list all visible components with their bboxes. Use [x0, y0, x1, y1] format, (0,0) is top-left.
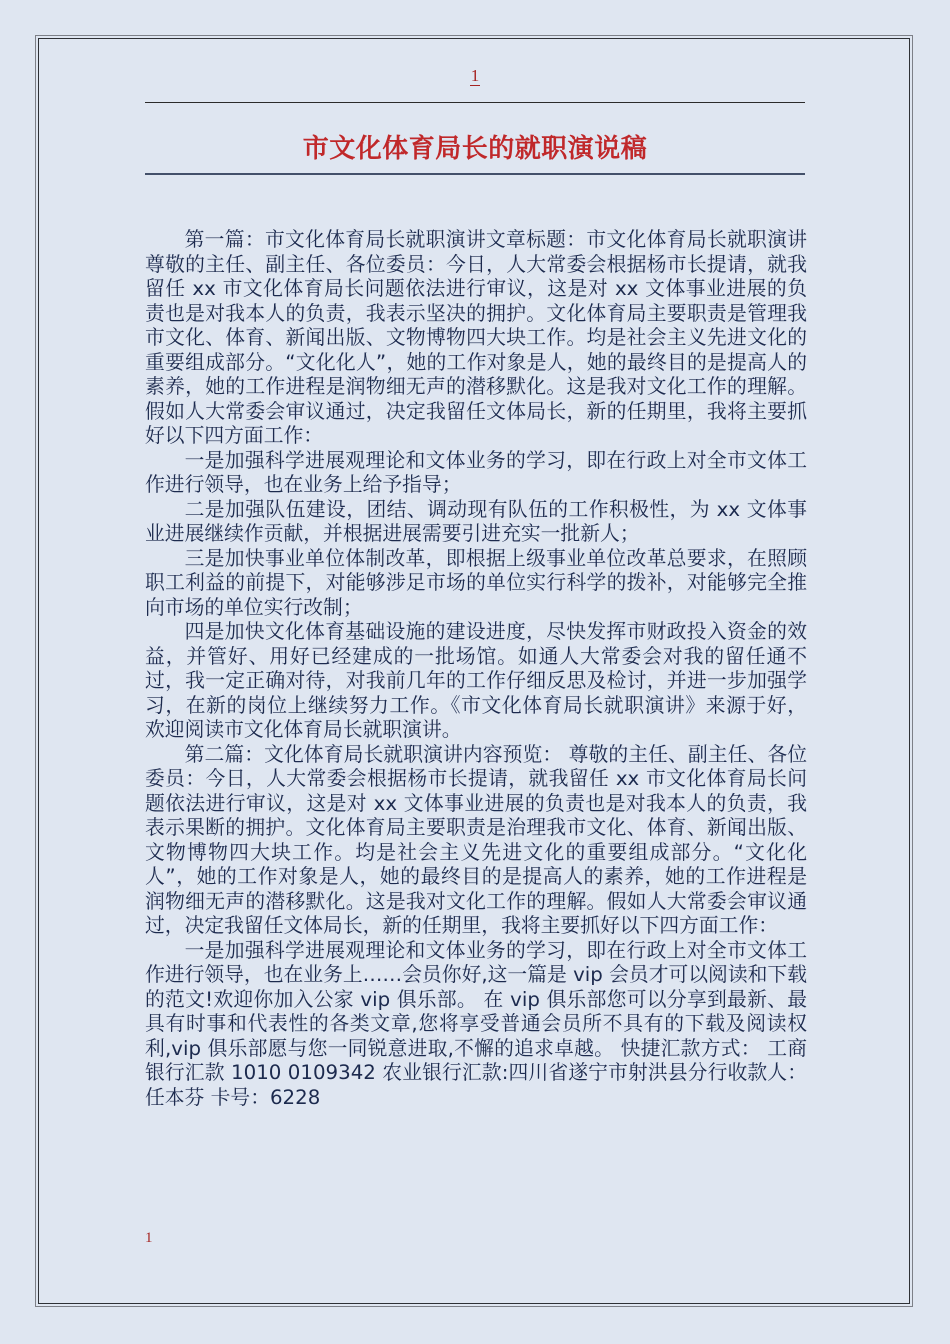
paragraph: 第二篇：文化体育局长就职演讲内容预览： 尊敬的主任、副主任、各位委员：今日，人大常委会根据杨市长提请，就我留任 xx 市文化体育局长问题依法进行审议，这是对 xx 文体事业进展的负责也是对我本人的负责，我表示果断的拥护。文化体育局主要职责是治理我市文化、体育、新闻出版、文物博物四大块工作。均是社会主义先进文化的重要组成部分。“文化化人”，她的工作对象是人，她的最终目的是提高人的素养，她的工作进程是润物细无声的潜移默化。这是我对文化工作的理解。假如人大常委会审议通过，决定我留任文体局长，新的任期里，我将主要抓好以下四方面工作：: [145, 742, 807, 937]
paragraph: 四是加快文化体育基础设施的建设进度，尽快发挥市财政投入资金的效益，并管好、用好已经建成的一批场馆。如通人大常委会对我的留任通不过，我一定正确对待，对我前几年的工作仔细反思及检讨，并进一步加强学习，在新的岗位上继续努力工作。《市文化体育局长就职演讲》来源于好，欢迎阅读市文化体育局长就职演讲。: [145, 620, 807, 741]
paragraph: 二是加强队伍建设，团结、调动现有队伍的工作积极性，为 xx 文体事业进展继续作贡献，并根据进展需要引进充实一批新人；: [145, 497, 807, 545]
paragraph: 三是加快事业单位体制改革，即根据上级事业单位改革总要求，在照顾职工利益的前提下，对能够涉足市场的单位实行科学的拨补，对能够完全推向市场的单位实行改制；: [145, 546, 807, 619]
document-title: 市文化体育局长的就职演说稿: [302, 134, 648, 164]
paragraph: 一是加强科学进展观理论和文体业务的学习，即在行政上对全市文体工作进行领导，也在业务上……会员你好,这一篇是 vip 会员才可以阅读和下载的范文!欢迎你加入公家 vip 俱乐部。 在 vip 俱乐部您可以分享到最新、最具有时事和代表性的各类文章,您将享受普通会员所不具有的下载及阅读权利,vip 俱乐部愿与您一同锐意进取,不懈的追求卓越。 快捷汇款方式： 工商银行汇款 1010 0109342 农业银行汇款:四川省遂宁市射洪县分行收款人：任本芬 卡号：6228: [145, 938, 807, 1109]
paragraph: 第一篇：市文化体育局长就职演讲文章标题：市文化体育局长就职演讲尊敬的主任、副主任、各位委员：今日，人大常委会根据杨市长提请，就我留任 xx 市文化体育局长问题依法进行审议，这是对 xx 文体事业进展的负责也是对我本人的负责，我表示坚决的拥护。文化体育局主要职责是管理我市文化、体育、新闻出版、文物博物四大块工作。均是社会主义先进文化的重要组成部分。“文化化人”，她的工作对象是人，她的最终目的是提高人的素养，她的工作进程是润物细无声的潜移默化。这是我对文化工作的理解。假如人大常委会审议通过，决定我留任文体局长，新的任期里，我将主要抓好以下四方面工作：: [145, 228, 807, 447]
title-divider: [145, 173, 805, 175]
header-page-number: 1: [470, 66, 480, 85]
footer-page-number: 1: [145, 1230, 153, 1246]
header-divider: [145, 102, 805, 103]
document-body: [145, 228, 807, 1110]
paragraph: 一是加强科学进展观理论和文体业务的学习，即在行政上对全市文体工作进行领导，也在业务上给予指导；: [145, 448, 807, 496]
